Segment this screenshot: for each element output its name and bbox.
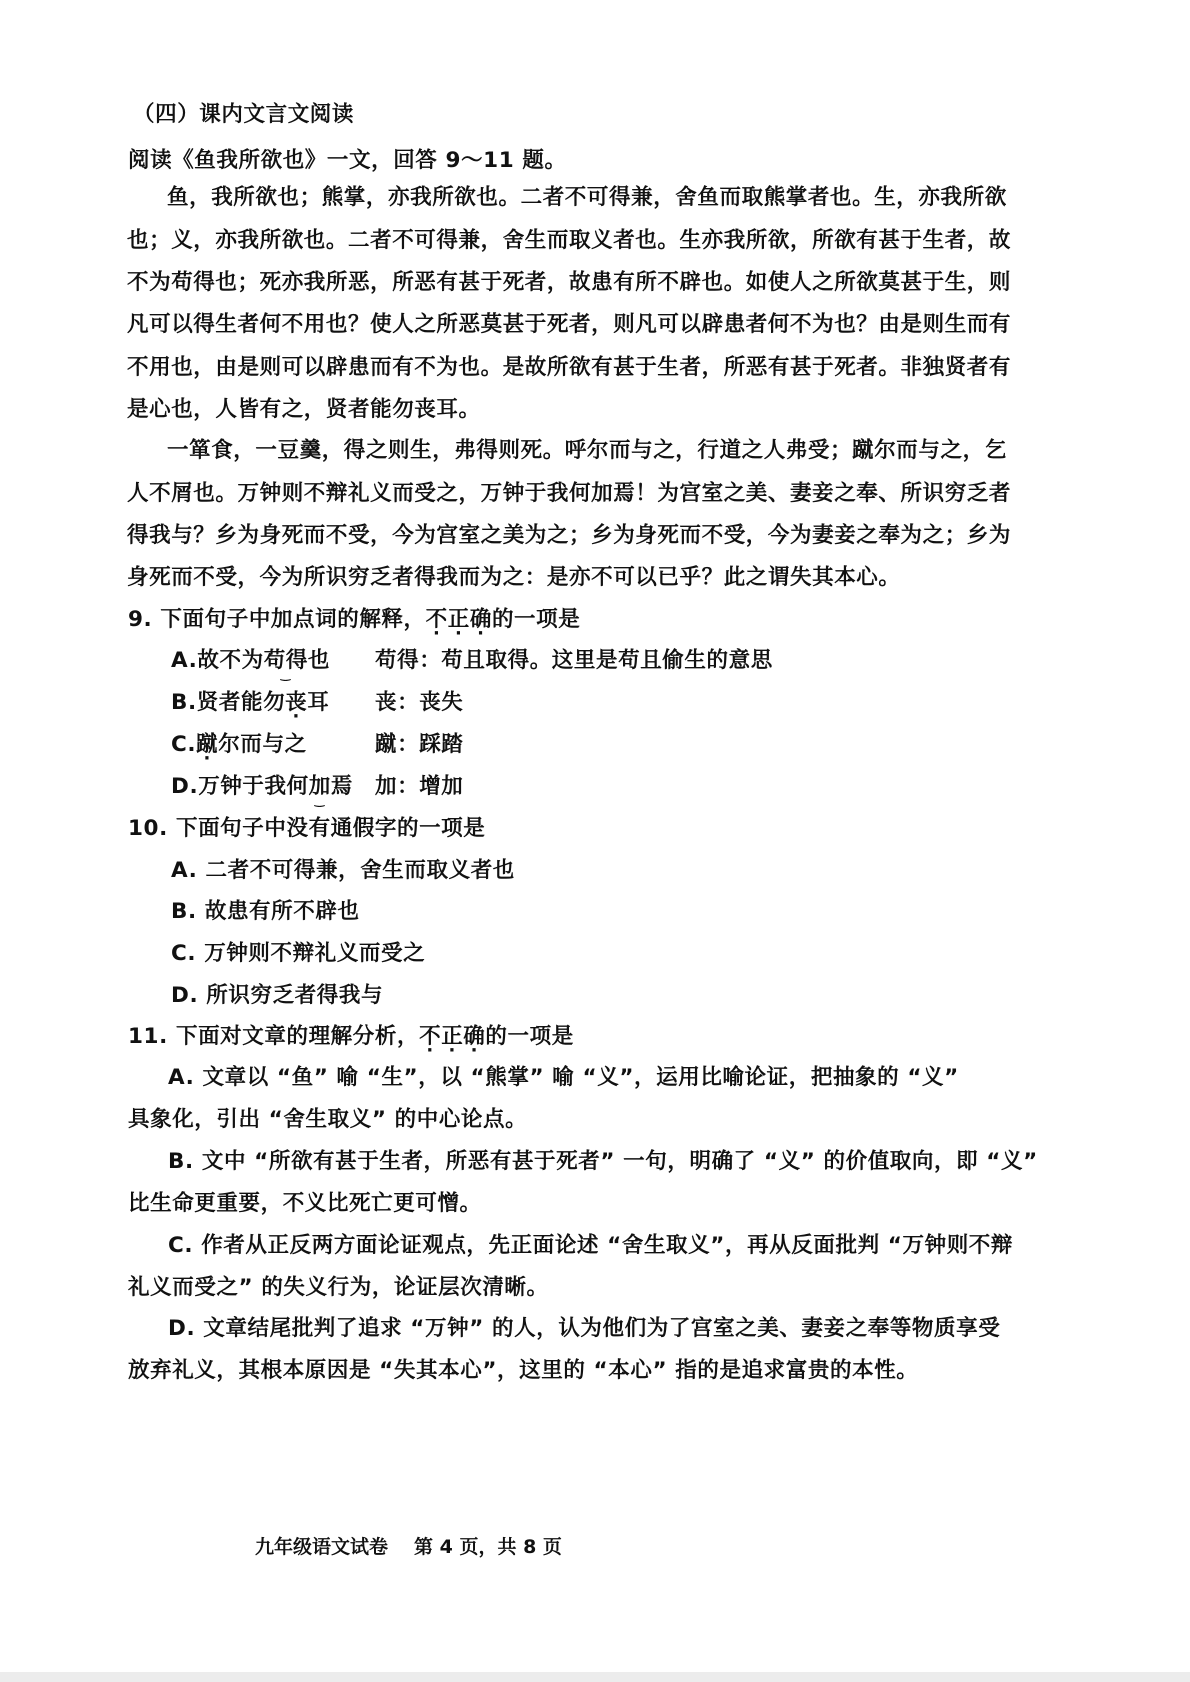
passage-line: 一箪食，一豆羹，得之则生，弗得则死。呼尔而与之，行道之人弗受；蹴尔而与之，乞	[167, 438, 1007, 463]
question-11-option-c-cont: 礼义而受之” 的失义行为，论证层次清晰。	[128, 1275, 549, 1300]
passage-line: 鱼，我所欲也；熊掌，亦我所欲也。二者不可得兼，舍鱼而取熊掌者也。生，亦我所欲	[167, 185, 1007, 210]
section-title: （四）课内文言文阅读	[133, 102, 355, 127]
passage-line: 凡可以得生者何不用也？使人之所恶莫甚于死者，则凡可以辟患者何不为也？由是则生而有	[127, 312, 1012, 337]
question-11-option-b-cont: 比生命更重要，不义比死亡更可憎。	[128, 1191, 482, 1216]
page-footer	[255, 1532, 588, 1559]
passage-line: 人不屑也。万钟则不辩礼义而受之，万钟于我何加焉！为宫室之美、妻妾之奉、所识穷乏者	[127, 481, 1012, 506]
footer-subject: 九年级语文试卷	[255, 1536, 389, 1558]
passage-line: 不为苟得也；死亦我所恶，所恶有甚于死者，故患有所不辟也。如使人之所欲莫甚于生，则	[127, 270, 1012, 295]
question-11-option-c: C. 作者从正反两方面论证观点，先正面论述 “舍生取义”，再从反面批判 “万钟则不辩	[168, 1233, 1013, 1258]
footer-page-number: 第 4 页，共 8 页	[414, 1536, 562, 1558]
question-9-gloss-c: 蹴：踩踏	[375, 732, 464, 757]
question-10-option-b: B. 故患有所不辟也	[171, 899, 360, 924]
question-9-gloss-b: 丧：丧失	[375, 690, 464, 715]
question-9-option-d: D.万钟于我何加 ‿焉	[171, 772, 353, 802]
question-11-option-a-cont: 具象化，引出 “舍生取义” 的中心论点。	[128, 1107, 528, 1132]
passage-line: 身死而不受，今为所识穷乏者得我而为之：是亦不可以已乎？此之谓失其本心。	[127, 565, 901, 590]
question-10-option-a: A. 二者不可得兼，舍生而取义者也	[171, 858, 515, 883]
question-9-option-c: C.蹴尔而与之	[171, 732, 307, 757]
passage-line: 是心也，人皆有之，贤者能勿丧耳。	[127, 397, 481, 422]
passage-line: 不用也，由是则可以辟患而有不为也。是故所欲有甚于生者，所恶有甚于死者。非独贤者有	[127, 355, 1012, 380]
passage-line: 也；义，亦我所欲也。二者不可得兼，舍生而取义者也。生亦我所欲，所欲有甚于生者，故	[127, 228, 1012, 253]
question-9-gloss-a: 苟得：苟且取得。这里是苟且偷生的意思	[375, 648, 773, 673]
question-10-option-d: D. 所识穷乏者得我与	[171, 983, 384, 1008]
question-10-option-c: C. 万钟则不辩礼义而受之	[171, 941, 426, 966]
scan-edge	[0, 1672, 1190, 1682]
question-9-option-a: A.故不为苟得 ‿也	[171, 646, 330, 676]
question-11-stem: 11. 下面对文章的理解分析，不正确的一项是	[128, 1024, 574, 1049]
question-10-stem: 10. 下面句子中没有通假字的一项是	[128, 816, 486, 841]
question-11-option-d-cont: 放弃礼义，其根本原因是 “失其本心”，这里的 “本心” 指的是追求富贵的本性。	[128, 1358, 919, 1383]
question-11-option-d: D. 文章结尾批判了追求 “万钟” 的人，认为他们为了宫室之美、妻妾之奉等物质享受	[168, 1316, 1001, 1341]
passage-line: 得我与？乡为身死而不受，今为宫室之美为之；乡为身死而不受，今为妻妾之奉为之；乡为	[127, 523, 1012, 548]
question-9-option-b: B.贤者能勿丧耳	[171, 690, 330, 715]
instruction: 阅读《鱼我所欲也》一文，回答 9～11 题。	[128, 148, 567, 173]
question-9-gloss-d: 加：增加	[375, 774, 464, 799]
question-11-option-b: B. 文中 “所欲有甚于生者，所恶有甚于死者” 一句，明确了 “义” 的价值取向，即 “义”	[168, 1149, 1038, 1174]
question-9-stem: 9. 下面句子中加点词的解释，不正确的一项是	[128, 607, 581, 632]
question-11-option-a: A. 文章以 “鱼” 喻 “生”，以 “熊掌” 喻 “义”，运用比喻论证，把抽象的 “义”	[168, 1065, 959, 1090]
